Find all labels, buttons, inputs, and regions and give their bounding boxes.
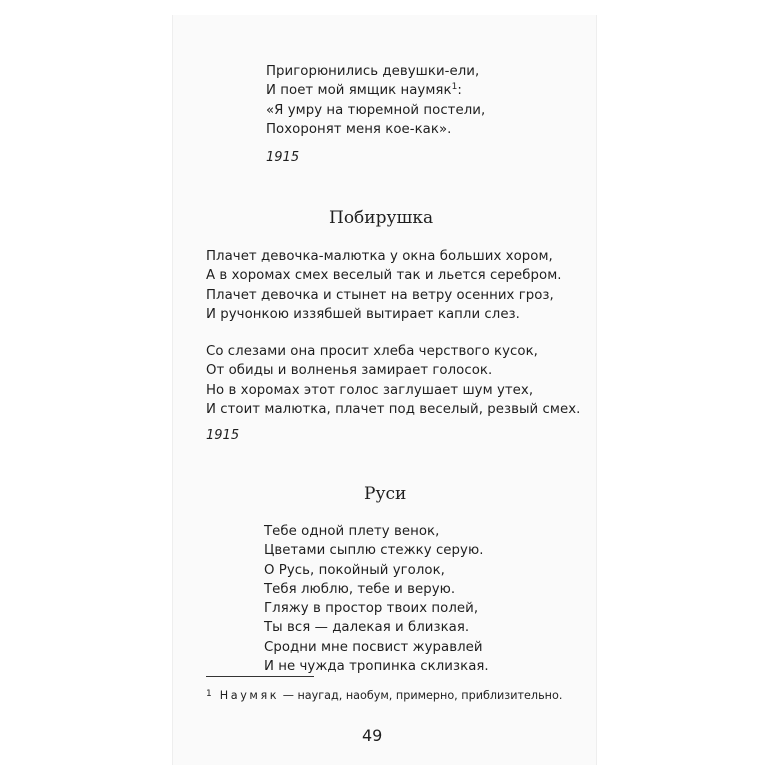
footnote-term: Наумяк [219, 689, 280, 702]
poem-line: Сродни мне посвист журавлей [264, 639, 483, 655]
poem3-stanza [264, 522, 489, 676]
poem1-stanza [266, 62, 485, 139]
poem-line: Цветами сыплю стежку серую. [264, 543, 484, 559]
poem-line: «Я умру на тюремной постели, [266, 102, 486, 118]
poem3-title: Руси [364, 484, 407, 504]
poem-line: Плачет девочка и стынет на ветру осенних гроз, [206, 287, 554, 303]
poem-line: И ручонкою иззябшей вытирает капли слез. [206, 306, 520, 322]
poem-line: Пригорюнились девушки-ели, [266, 64, 480, 79]
poem-line: Тебя люблю, тебе и верую. [264, 581, 456, 597]
footnote-definition: — наугад, наобум, примерно, приблизительно. [279, 689, 563, 702]
poem1-year: 1915 [266, 150, 300, 165]
poem2-title: Побирушка [329, 208, 434, 228]
poem-line: Но в хоромах этот голос заглушает шум утех, [206, 382, 534, 398]
footnote [206, 687, 562, 703]
poem-line: Со слезами она просит хлеба черствого кусок, [206, 344, 538, 359]
poem-line: Тебе одной плету венок, [264, 524, 440, 539]
poem-line: Плачет девочка-малютка у окна больших хором, [206, 249, 553, 264]
page-number: 49 [362, 726, 383, 745]
poem-line: И не чужда тропинка склизкая. [264, 659, 489, 675]
footnote-reference: 1 [451, 82, 458, 93]
poem-line: Похоронят меня кое-как». [266, 121, 452, 137]
footnote-divider [206, 676, 314, 677]
poem-line: Ты вся — далекая и близкая. [264, 620, 470, 636]
poem-line: И поет мой ямщик наумяк$^1$: [266, 82, 462, 99]
poem-line: И стоит малютка, плачет под веселый, резвый смех. [206, 401, 581, 417]
poem2-year: 1915 [206, 428, 240, 443]
poem-line: А в хоромах смех веселый так и льется серебром. [206, 268, 562, 284]
footnote-mark: 1 [206, 689, 212, 699]
poem-line: От обиды и волненья замирает голосок. [206, 363, 493, 379]
poem2-stanza-2 [206, 342, 580, 419]
poem-line: О Русь, покойный уголок, [264, 562, 445, 578]
poem2-stanza-1 [206, 247, 562, 324]
poem-line: Гляжу в простор твоих полей, [264, 601, 479, 617]
